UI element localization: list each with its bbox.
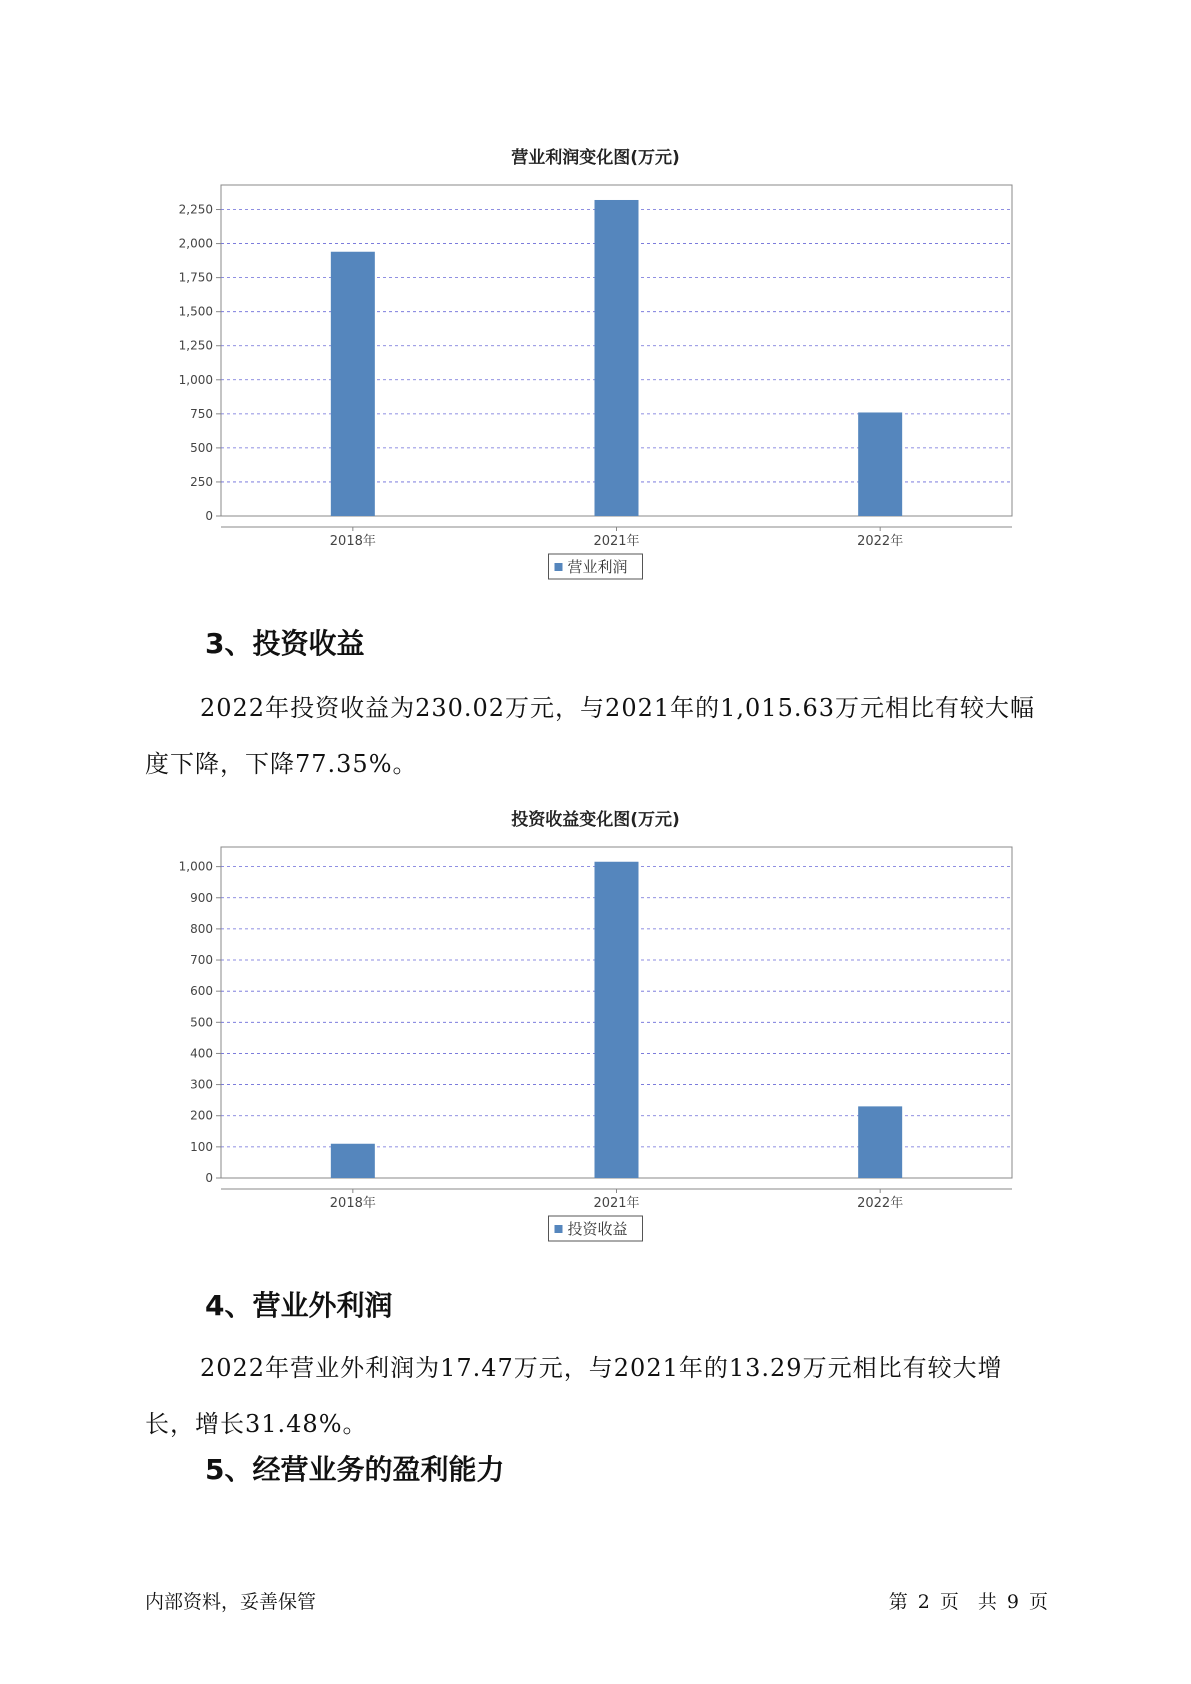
y-tick-label: 1,500 — [178, 304, 213, 319]
y-tick-label: 2,000 — [178, 236, 213, 251]
bar — [595, 862, 639, 1178]
page-number — [884, 1587, 1053, 1614]
page-current: 2 — [917, 1591, 930, 1613]
x-tick-label: 2021年 — [593, 534, 640, 549]
y-tick-label: 100 — [190, 1139, 213, 1154]
y-tick-label: 1,750 — [178, 270, 213, 285]
bar — [858, 412, 902, 516]
y-tick-label: 500 — [190, 1015, 213, 1030]
section-5-heading: 5、经营业务的盈利能力 — [205, 1453, 505, 1486]
section-4-text: 2022年营业外利润为17.47万元，与2021年的13.29万元相比有较大增长，增长31.48%。 — [145, 1354, 1003, 1438]
y-tick-label: 1,250 — [178, 338, 213, 353]
investment-income-chart — [0, 832, 1191, 1252]
bar — [331, 252, 375, 516]
page-prefix: 第 — [888, 1591, 908, 1613]
operating-profit-chart — [0, 170, 1191, 590]
legend-label: 投资收益 — [567, 1220, 628, 1238]
legend-swatch — [555, 1225, 563, 1233]
y-tick-label: 900 — [190, 890, 213, 905]
chart-title-operating-profit: 营业利润变化图(万元) — [511, 148, 680, 168]
bar — [858, 1106, 902, 1178]
bar — [595, 200, 639, 516]
x-tick-label: 2022年 — [857, 1196, 904, 1211]
section-3-text: 2022年投资收益为230.02万元，与2021年的1,015.63万元相比有较大幅度下降，下降77.35%。 — [145, 694, 1036, 778]
y-tick-label: 500 — [190, 440, 213, 455]
y-tick-label: 0 — [205, 1171, 213, 1185]
section-3-heading: 3、投资收益 — [205, 627, 365, 660]
y-tick-label: 750 — [190, 406, 213, 421]
y-tick-label: 200 — [190, 1108, 213, 1123]
footer-confidential-note: 内部资料，妥善保管 — [145, 1591, 317, 1613]
legend-swatch — [555, 563, 563, 571]
page-mid: 页 共 — [939, 1591, 997, 1613]
y-tick-label: 400 — [190, 1046, 213, 1061]
y-tick-label: 600 — [190, 984, 213, 999]
y-tick-label: 1,000 — [178, 372, 213, 387]
x-tick-label: 2021年 — [593, 1196, 640, 1211]
y-tick-label: 700 — [190, 953, 213, 968]
x-tick-label: 2018年 — [329, 534, 376, 549]
y-tick-label: 800 — [190, 921, 213, 936]
y-tick-label: 0 — [205, 509, 213, 523]
y-tick-label: 250 — [190, 474, 213, 489]
page-suffix: 页 — [1028, 1591, 1048, 1613]
section-4-heading: 4、营业外利润 — [205, 1289, 393, 1322]
page-total: 9 — [1006, 1591, 1019, 1613]
x-tick-label: 2018年 — [329, 1196, 376, 1211]
y-tick-label: 1,000 — [178, 859, 213, 874]
x-tick-label: 2022年 — [857, 534, 904, 549]
y-tick-label: 300 — [190, 1077, 213, 1092]
chart-title-investment-income: 投资收益变化图(万元) — [511, 810, 680, 830]
bar — [331, 1144, 375, 1178]
y-tick-label: 2,250 — [178, 202, 213, 217]
legend-label: 营业利润 — [567, 558, 628, 576]
